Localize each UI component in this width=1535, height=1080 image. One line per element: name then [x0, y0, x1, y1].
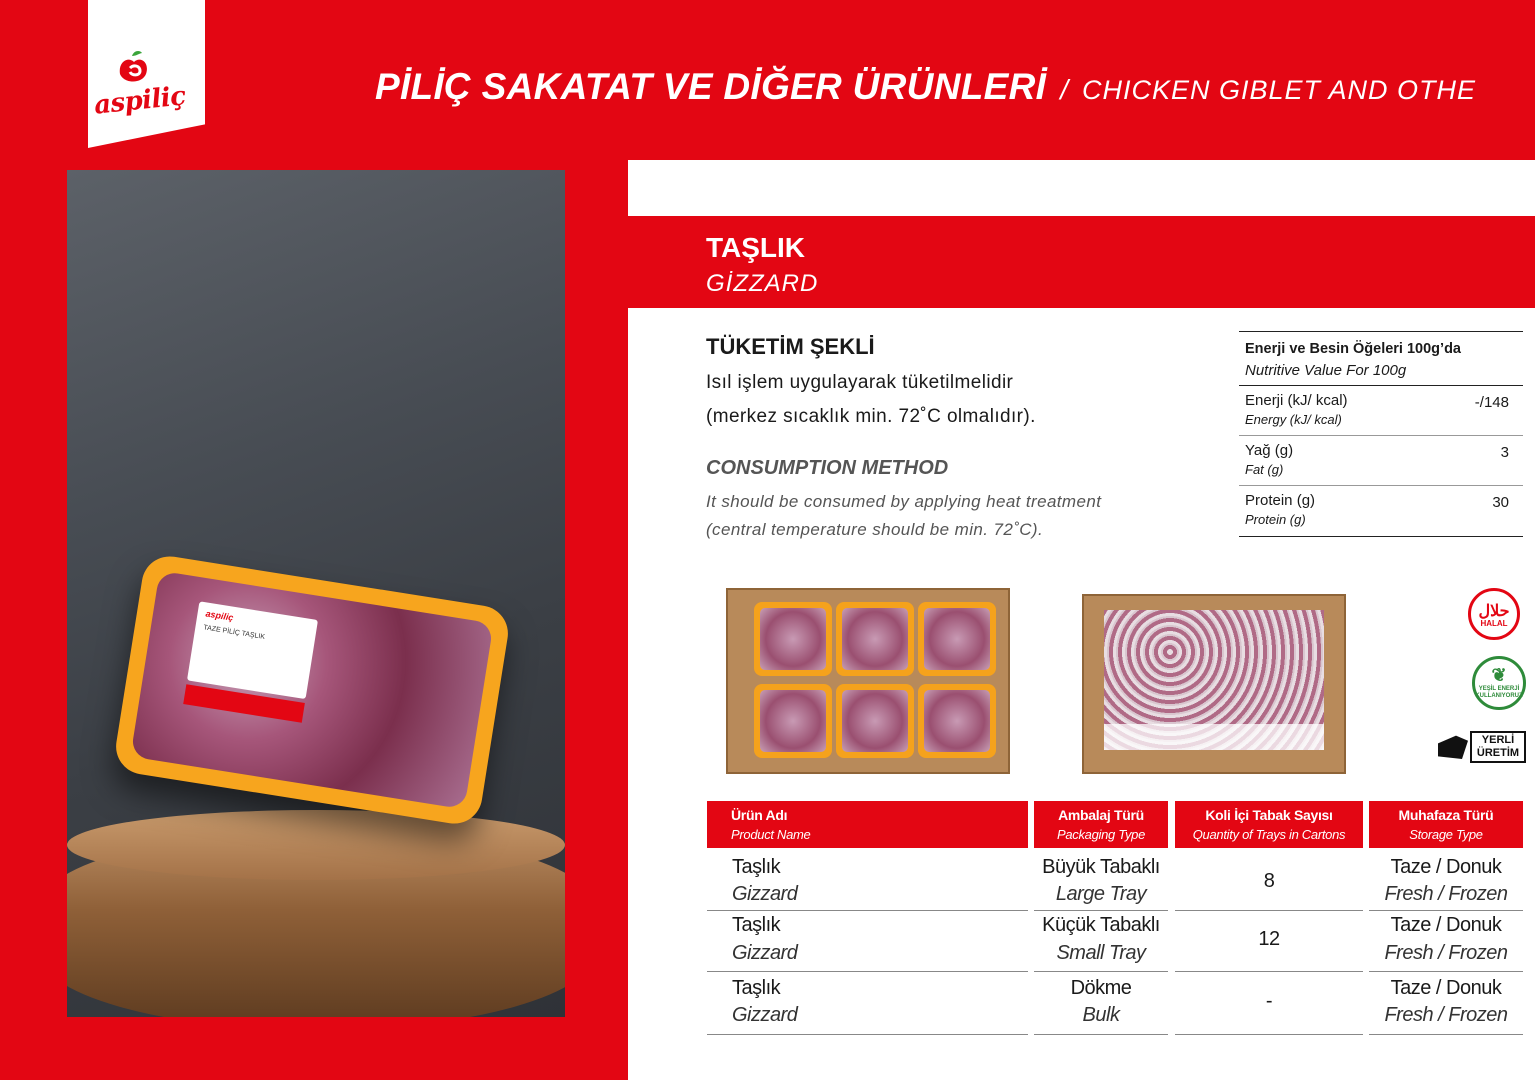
cell-name-en: Gizzard — [732, 883, 798, 905]
carton-tray — [918, 684, 996, 758]
row-divider — [707, 1034, 1028, 1035]
brand-logo-text: aspiliç — [92, 81, 187, 121]
title-en: CHICKEN GIBLET AND OTHE — [1081, 75, 1477, 105]
nutrition-value: 3 — [1500, 444, 1509, 461]
bulk-brand-band — [1104, 724, 1324, 750]
product-name-en: GİZZARD — [706, 270, 819, 297]
row-divider — [1175, 971, 1363, 972]
row-divider — [1175, 1034, 1363, 1035]
title-tr: PİLİÇ SAKATAT VE DİĞER ÜRÜNLERİ — [375, 66, 1047, 107]
nutrition-value: -/148 — [1474, 394, 1509, 411]
halal-text: HALAL — [1480, 619, 1508, 628]
cell-storage-tr: Taze / Donuk — [1390, 914, 1502, 936]
cell-qty: - — [1265, 990, 1273, 1012]
wooden-board-top — [67, 810, 565, 880]
header-tr: Koli İçi Tabak Sayısı — [1205, 807, 1333, 823]
carton-tray — [754, 602, 832, 676]
green-energy-text: YEŞİL ENERJİ KULLANIYORUZ — [1475, 686, 1523, 700]
nutrition-value: 30 — [1492, 494, 1509, 511]
cell-name-en: Gizzard — [732, 942, 798, 964]
consumption-line2-tr: (merkez sıcaklık min. 72˚C olmalıdır). — [706, 406, 1036, 427]
carton-tray — [836, 684, 914, 758]
cell-name-tr: Taşlık — [732, 914, 781, 936]
row-divider — [707, 910, 1028, 911]
row-divider — [1369, 910, 1523, 911]
row-divider — [1034, 1034, 1168, 1035]
consumption-line1-en: It should be consumed by applying heat treatment — [706, 492, 1102, 511]
cell-pack-en: Bulk — [1082, 1004, 1120, 1026]
tray-label-brand: aspiliç — [204, 608, 235, 623]
consumption-heading-en: CONSUMPTION METHOD — [706, 457, 949, 479]
yerli-uretim-text — [1470, 731, 1526, 763]
header-en: Packaging Type — [1056, 827, 1146, 842]
nutrition-label-tr: Enerji (kJ/ kcal) — [1245, 392, 1348, 409]
title-separator: / — [1060, 74, 1068, 105]
table-header-storage — [1369, 801, 1523, 848]
consumption-heading-tr: TÜKETİM ŞEKLİ — [706, 334, 875, 359]
leaf-icon: ❦ — [1491, 665, 1507, 685]
header-tr: Muhafaza Türü — [1398, 807, 1494, 823]
nutrition-label-en: Protein (g) — [1245, 512, 1306, 527]
header-en: Storage Type — [1409, 827, 1483, 842]
carton-tray — [836, 602, 914, 676]
cell-qty: 12 — [1258, 928, 1280, 950]
handshake-icon — [1438, 733, 1468, 759]
cell-pack-tr: Dökme — [1070, 977, 1132, 999]
consumption-line2-en: (central temperature should be min. 72˚C). — [706, 520, 1044, 539]
table-header-quantity — [1175, 801, 1363, 848]
page-title — [375, 66, 1476, 108]
header-tr: Ambalaj Türü — [1058, 807, 1144, 823]
table-header-product-name — [707, 801, 1028, 848]
halal-arabic: حلال — [1478, 603, 1510, 620]
cell-storage-tr: Taze / Donuk — [1390, 856, 1502, 878]
row-divider — [1175, 910, 1363, 911]
cell-storage-en: Fresh / Frozen — [1384, 942, 1508, 964]
carton-trays-image — [726, 588, 1010, 774]
carton-tray — [918, 602, 996, 676]
row-divider — [1034, 910, 1168, 911]
row-divider — [1369, 971, 1523, 972]
yerli-line2: ÜRETİM — [1476, 747, 1520, 759]
product-name-tr: TAŞLIK — [706, 232, 806, 263]
row-divider — [1034, 971, 1168, 972]
nutrition-header — [1239, 332, 1523, 386]
nutrition-heading-en: Nutritive Value For 100g — [1245, 362, 1407, 379]
nutrition-row — [1239, 386, 1523, 436]
nutrition-heading-tr: Enerji ve Besin Öğeleri 100g’da — [1245, 341, 1461, 357]
cell-pack-tr: Büyük Tabaklı — [1042, 856, 1160, 878]
cell-name-tr: Taşlık — [732, 977, 781, 999]
row-divider — [1369, 1034, 1523, 1035]
cell-storage-tr: Taze / Donuk — [1390, 977, 1502, 999]
cell-name-tr: Taşlık — [732, 856, 781, 878]
halal-badge-icon — [1468, 588, 1520, 640]
yerli-uretim-badge-icon — [1436, 727, 1528, 765]
cell-qty: 8 — [1263, 870, 1275, 892]
cell-pack-en: Small Tray — [1056, 942, 1146, 964]
cell-pack-tr: Küçük Tabaklı — [1042, 914, 1160, 936]
cell-name-en: Gizzard — [732, 1004, 798, 1026]
cell-pack-en: Large Tray — [1055, 883, 1147, 905]
carton-bulk-image — [1082, 594, 1346, 774]
nutrition-label-en: Fat (g) — [1245, 462, 1284, 477]
carton-tray — [754, 684, 832, 758]
table-header-packaging — [1034, 801, 1168, 848]
consumption-line1-tr: Isıl işlem uygulayarak tüketilmelidir — [706, 372, 1014, 393]
header-en: Product Name — [731, 827, 811, 842]
nutrition-table — [1239, 331, 1523, 537]
header-tr: Ürün Adı — [731, 807, 788, 823]
cell-storage-en: Fresh / Frozen — [1384, 883, 1508, 905]
nutrition-label-tr: Yağ (g) — [1245, 442, 1294, 459]
nutrition-label-tr: Protein (g) — [1245, 492, 1316, 509]
yerli-line1: YERLİ — [1481, 734, 1515, 746]
row-divider — [707, 971, 1028, 972]
nutrition-label-en: Energy (kJ/ kcal) — [1245, 412, 1342, 427]
tray-label-product: TAZE PİLİÇ TAŞLIK — [202, 624, 266, 641]
product-photo — [67, 170, 565, 1017]
product-tray — [112, 552, 512, 827]
green-energy-badge-icon — [1472, 656, 1526, 710]
header-en: Quantity of Trays in Cartons — [1192, 827, 1346, 842]
nutrition-row — [1239, 436, 1523, 486]
cell-storage-en: Fresh / Frozen — [1384, 1004, 1508, 1026]
nutrition-row — [1239, 486, 1523, 536]
